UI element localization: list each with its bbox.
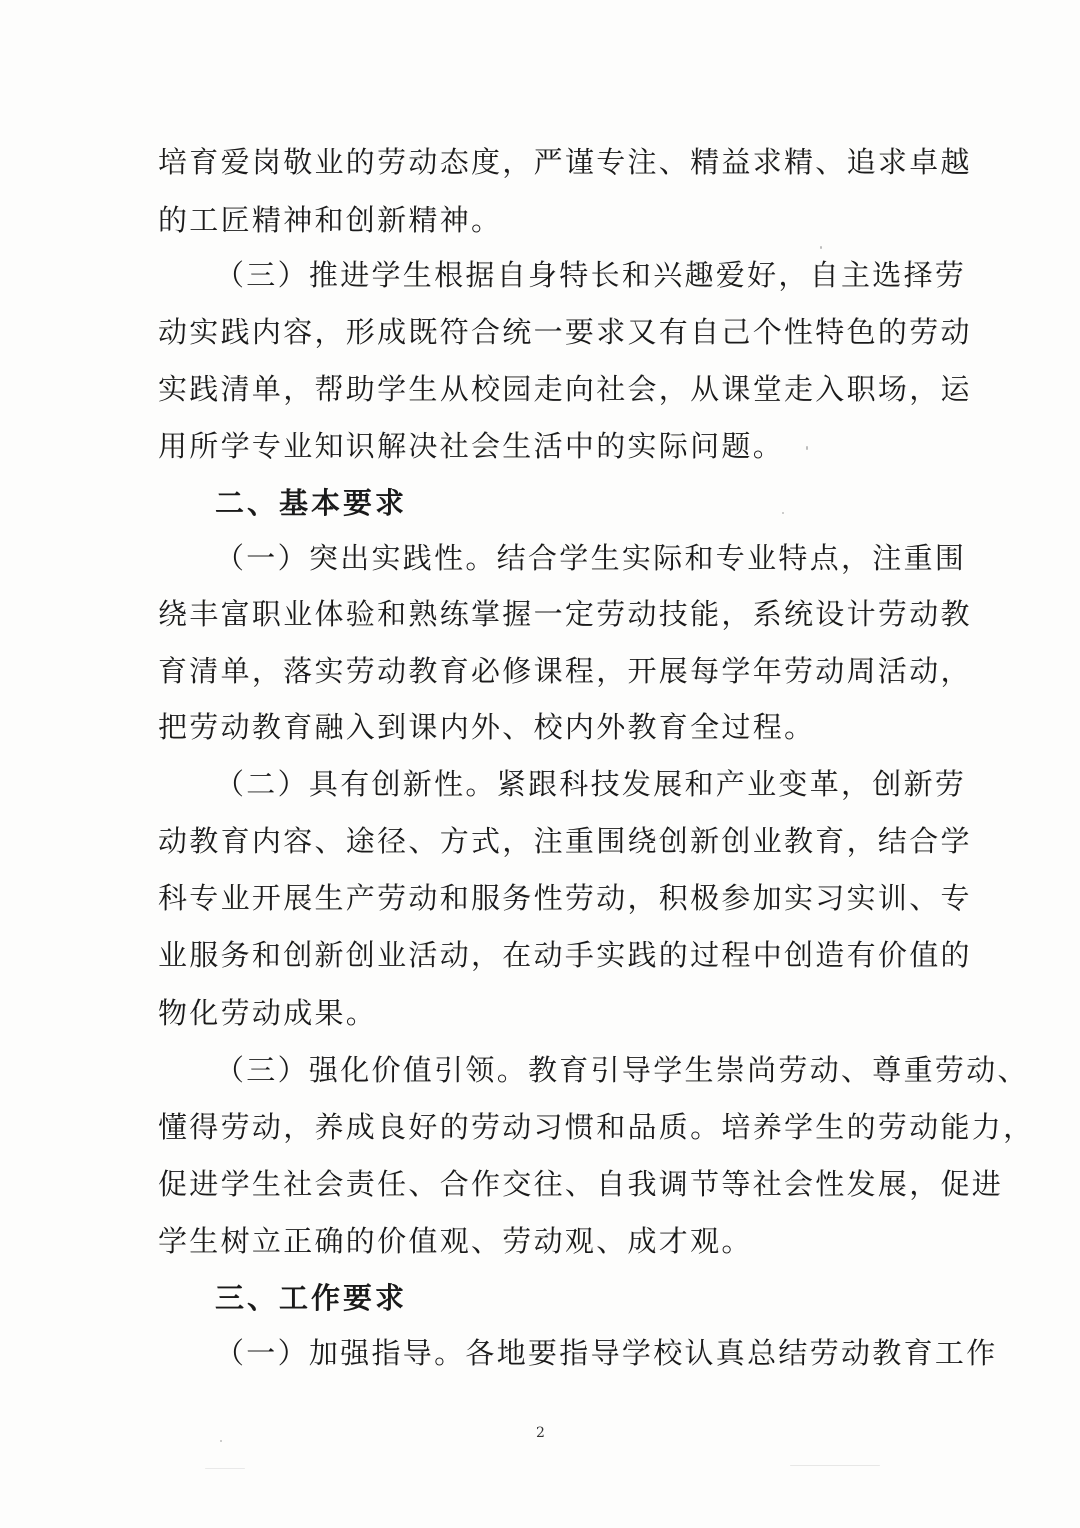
paragraph-start-line: （一）突出实践性。结合学生实际和专业特点，注重围 xyxy=(215,541,967,575)
scan-speck xyxy=(820,246,822,249)
body-line: 物化劳动成果。 xyxy=(158,996,378,1030)
scan-speck xyxy=(782,512,784,514)
body-line: 育清单，落实劳动教育必修课程，开展每学年劳动周活动， xyxy=(158,654,972,688)
body-line: 懂得劳动，养成良好的劳动习惯和品质。培养学生的劳动能力， xyxy=(158,1110,1035,1144)
paragraph-start-line: （二）具有创新性。紧跟科技发展和产业变革，创新劳 xyxy=(215,767,967,801)
paragraph-start-line: （三）强化价值引领。教育引导学生崇尚劳动、尊重劳动、 xyxy=(215,1053,1029,1087)
section-heading: 三、工作要求 xyxy=(215,1281,408,1315)
scan-speck xyxy=(205,1468,245,1469)
body-line: 学生树立正确的价值观、劳动观、成才观。 xyxy=(158,1224,753,1258)
scan-speck xyxy=(806,446,808,450)
page-number: 2 xyxy=(536,1425,545,1441)
body-line: 业服务和创新创业活动，在动手实践的过程中创造有价值的 xyxy=(158,938,972,972)
body-line: 动实践内容，形成既符合统一要求又有自己个性特色的劳动 xyxy=(158,315,972,349)
scan-speck xyxy=(790,1465,880,1466)
paragraph-start-line: （三）推进学生根据自身特长和兴趣爱好，自主选择劳 xyxy=(215,258,967,292)
body-line: 用所学专业知识解决社会生活中的实际问题。 xyxy=(158,429,785,463)
body-line: 培育爱岗敬业的劳动态度，严谨专注、精益求精、追求卓越 xyxy=(158,145,972,179)
body-line: 把劳动教育融入到课内外、校内外教育全过程。 xyxy=(158,710,816,744)
section-heading: 二、基本要求 xyxy=(215,486,408,520)
body-line: 促进学生社会责任、合作交往、自我调节等社会性发展，促进 xyxy=(158,1167,1004,1201)
body-line: 实践清单，帮助学生从校园走向社会，从课堂走入职场，运 xyxy=(158,372,972,406)
body-line: 科专业开展生产劳动和服务性劳动，积极参加实习实训、专 xyxy=(158,881,972,915)
body-line: 绕丰富职业体验和熟练掌握一定劳动技能，系统设计劳动教 xyxy=(158,597,972,631)
paragraph-start-line: （一）加强指导。各地要指导学校认真总结劳动教育工作 xyxy=(215,1336,998,1370)
body-line: 动教育内容、途径、方式，注重围绕创新创业教育，结合学 xyxy=(158,824,972,858)
scan-speck xyxy=(220,1440,222,1442)
body-line: 的工匠精神和创新精神。 xyxy=(158,203,503,237)
